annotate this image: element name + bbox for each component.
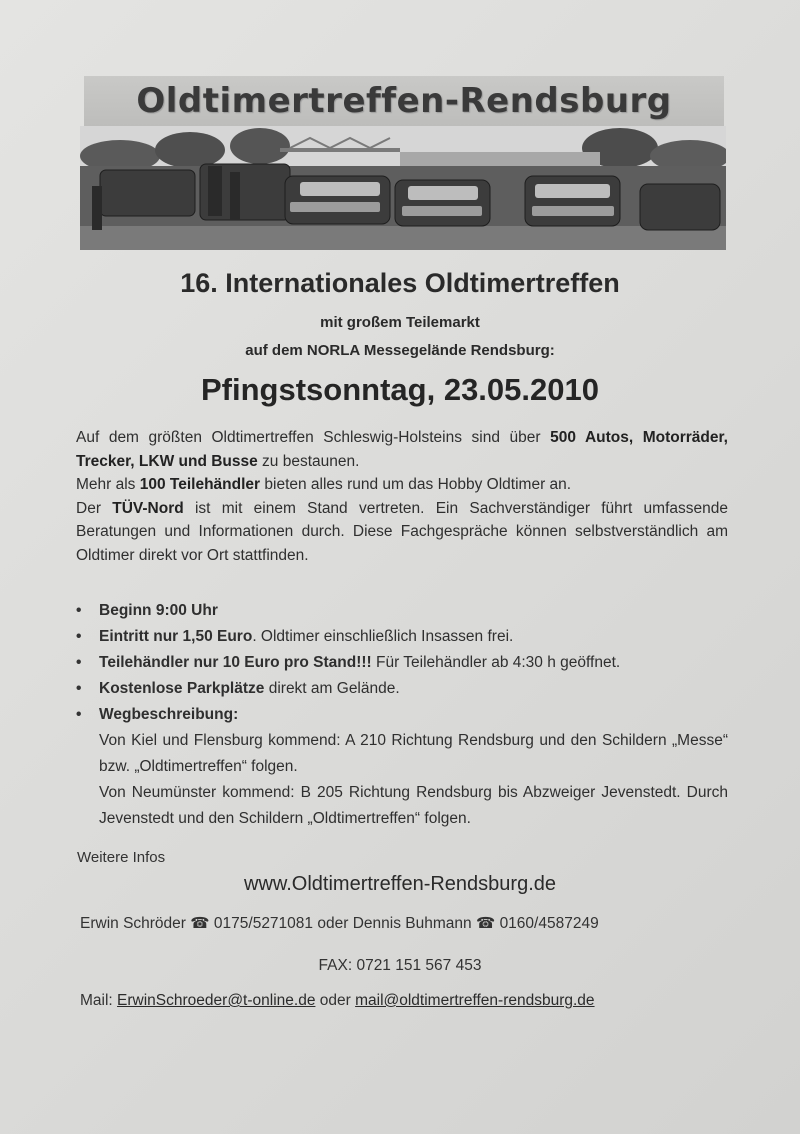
intro-p1-end: zu bestaunen. xyxy=(257,452,360,470)
mail-label: Mail: xyxy=(80,992,113,1009)
contact-or: oder xyxy=(317,915,349,932)
contact2-name: Dennis Buhmann xyxy=(352,915,472,932)
mail-or: oder xyxy=(319,992,351,1009)
intro-paragraph-3 xyxy=(76,497,728,568)
info-bullet-list xyxy=(76,598,728,832)
bullet-dealers-text: Für Teilehändler ab 4:30 h geöffnet. xyxy=(371,654,621,671)
event-subtitle-parts-market: mit großem Teilemarkt xyxy=(320,314,480,331)
bullet-parking-highlight: Kostenlose Parkplätze xyxy=(99,680,265,697)
bullet-admission xyxy=(76,624,728,650)
directions-text xyxy=(76,728,728,832)
mail-line xyxy=(80,992,720,1010)
contact2-phone: 0160/4587249 xyxy=(499,915,599,932)
bullet-directions-heading: Wegbeschreibung: xyxy=(99,706,239,723)
intro-text xyxy=(76,426,728,567)
header-photo xyxy=(80,126,726,250)
contact1-phone: 0175/5271081 xyxy=(213,915,314,932)
intro-p3-text: Der xyxy=(76,499,113,517)
event-date: Pfingstsonntag, 23.05.2010 xyxy=(201,372,599,407)
mail-link-erwin[interactable]: ErwinSchroeder@t-online.de xyxy=(117,992,316,1009)
intro-p1-highlight: 500 Autos, Motorräder, Trecker, LKW und Busse xyxy=(76,429,728,470)
intro-p2-text: Mehr als xyxy=(76,476,140,493)
intro-p3-end: ist mit einem Stand vertreten. Ein Sachverständiger führt umfassende Beratungen und Informationen durch. Diese Fachgespräche können selbstverständlich am Oldtimer direkt vor Ort stattfinden. xyxy=(76,499,728,564)
bullet-dealers-highlight: Teilehändler nur 10 Euro pro Stand!!! xyxy=(99,654,372,671)
event-heading: 16. Internationales Oldtimertreffen xyxy=(180,268,620,298)
bullet-start-time-text: Beginn 9:00 Uhr xyxy=(99,602,218,619)
directions-neumuenster: Von Neumünster kommend: B 205 Richtung Rendsburg bis Abzweiger Jevenstedt. Durch Jevenstedt und den Schildern „Oldtimertreffen“ folgen. xyxy=(99,784,728,827)
bullet-parking xyxy=(76,676,728,702)
bullet-parking-text: direkt am Gelände. xyxy=(264,680,400,697)
mail-link-info[interactable]: mail@oldtimertreffen-rendsburg.de xyxy=(355,992,595,1009)
intro-p2-end: bieten alles rund um das Hobby Oldtimer an. xyxy=(260,476,572,493)
directions-kiel-flensburg: Von Kiel und Flensburg kommend: A 210 Richtung Rendsburg und den Schildern „Messe“ bzw. „Oldtimertreffen“ folgen. xyxy=(99,732,728,775)
more-info-label: Weitere Infos xyxy=(77,849,166,866)
bullet-directions xyxy=(76,702,728,728)
bullet-start-time xyxy=(76,598,728,624)
intro-p3-highlight: TÜV-Nord xyxy=(112,499,184,517)
header-title: Oldtimertreffen-Rendsburg xyxy=(84,76,724,126)
intro-p1-text: Auf dem größten Oldtimertreffen Schleswig-Holsteins sind über xyxy=(76,429,551,446)
bullet-admission-highlight: Eintritt nur 1,50 Euro xyxy=(99,628,253,645)
phone-icon: ☎ xyxy=(475,915,496,932)
phone-icon: ☎ xyxy=(190,915,210,932)
contact1-name: Erwin Schröder xyxy=(80,915,186,932)
intro-paragraph-2 xyxy=(76,473,728,497)
event-subtitle-venue: auf dem NORLA Messegelände Rendsburg: xyxy=(245,342,555,359)
bullet-dealers xyxy=(76,650,728,676)
fax-number: FAX: 0721 151 567 453 xyxy=(318,957,482,974)
intro-p2-highlight: 100 Teilehändler xyxy=(139,476,261,493)
intro-paragraph-1 xyxy=(76,426,728,473)
website-url: www.Oldtimertreffen-Rendsburg.de xyxy=(244,873,556,895)
bullet-admission-text: . Oldtimer einschließlich Insassen frei. xyxy=(252,628,514,645)
car-meeting-photo xyxy=(80,126,726,250)
contact-line xyxy=(80,914,720,933)
